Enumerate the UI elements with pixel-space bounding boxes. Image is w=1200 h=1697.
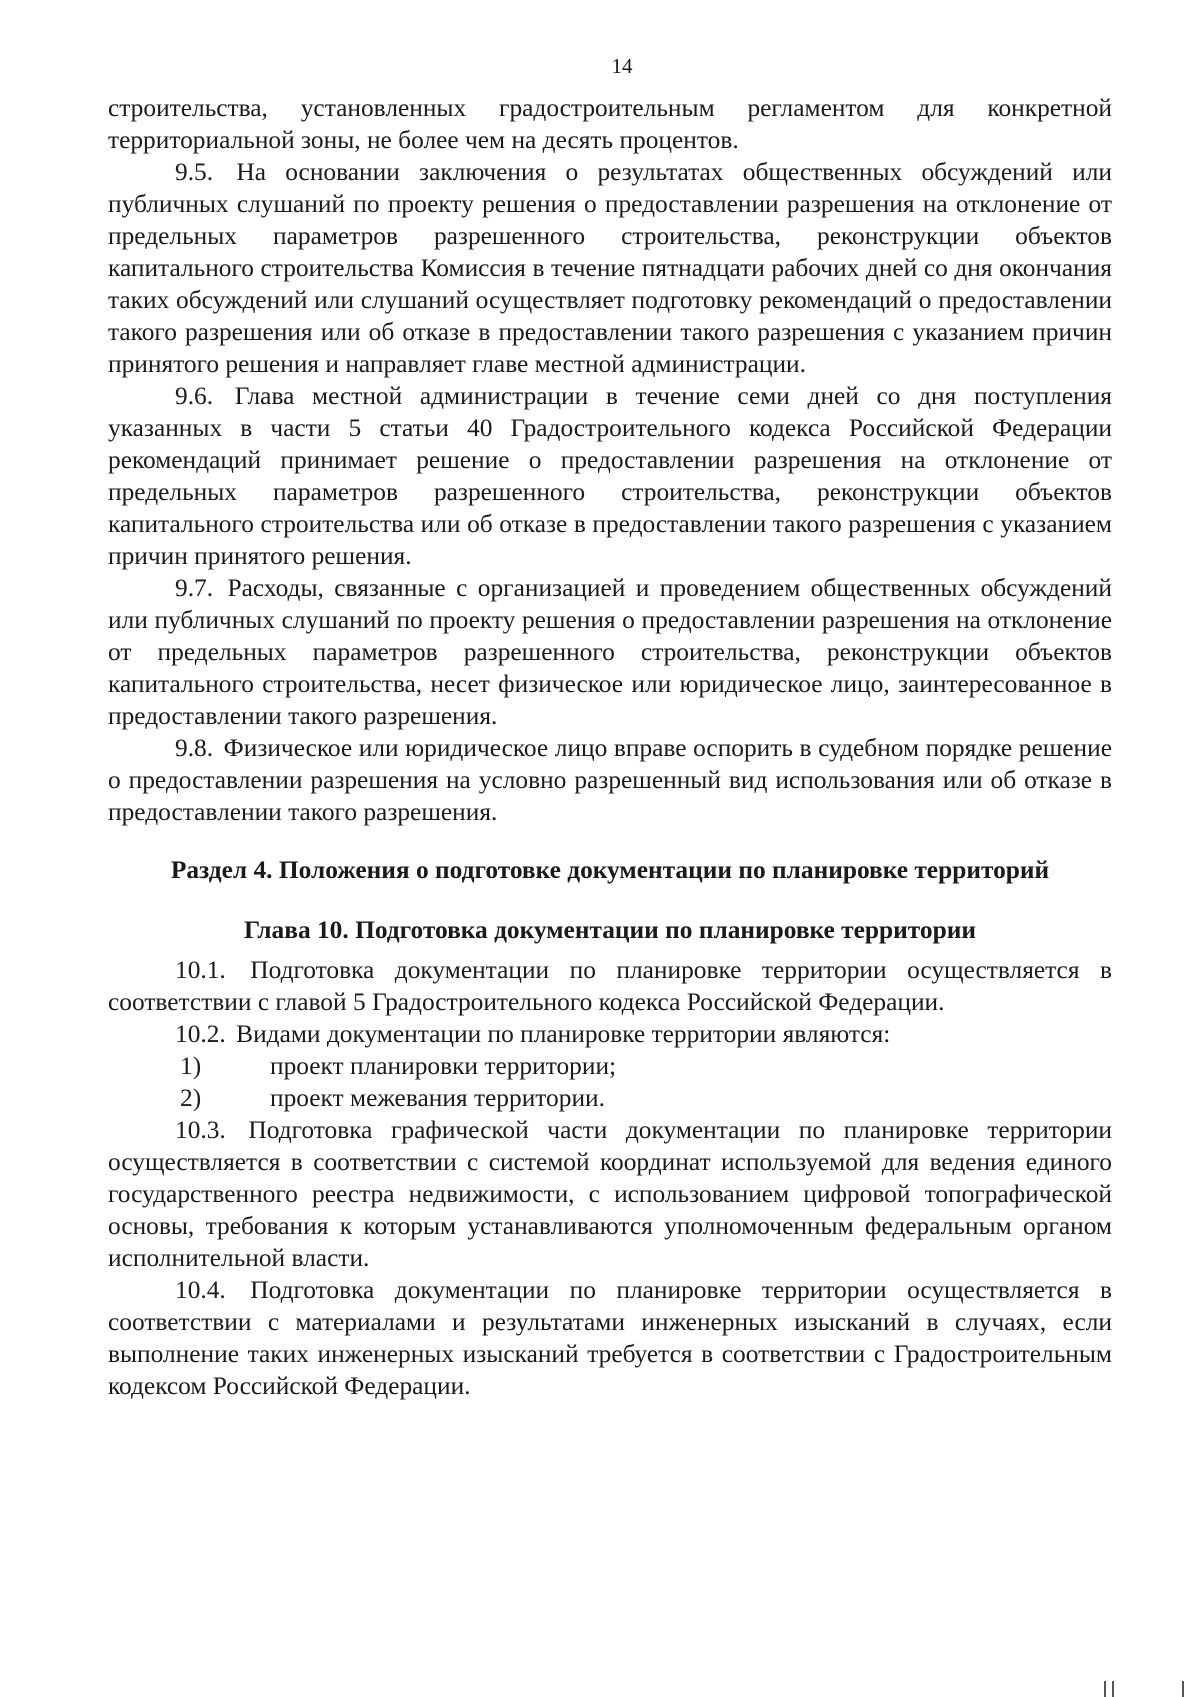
paragraph-9-8 [108,732,1112,828]
list-number: 1) [180,1052,202,1080]
paragraph-9-5 [108,156,1112,380]
page-number: 14 [611,54,633,78]
list-text: проект планировки территории; [270,1052,617,1080]
paragraph-10-3 [108,1114,1112,1274]
paragraph-number: 9.6. [175,382,214,410]
chapter-heading: Глава 10. Подготовка документации по планировке территории [244,916,976,944]
paragraph-text: Подготовка документации по планировке территории осуществляется в соответствии с материалами и результатами инженерных изысканий в случаях, если выполнение таких инженерных изысканий требуется в соответствии с Градостроительным кодексом Российской Федерации. [108,1276,1112,1400]
section-heading: Раздел 4. Положения о подготовке документации по планировке территорий [170,856,1050,884]
list-number: 2) [180,1084,202,1112]
paragraph-9-7 [108,572,1112,732]
document-body [108,92,1112,1402]
paragraph-text: Подготовка графической части документации по планировке территории осуществляется в соответствии с системой координат используемой для ведения единого государственного реестра недвижимости, с использованием цифровой топографической основы, требования к которым устанавливаются уполномоченным федеральным органом исполнительной власти. [108,1116,1112,1272]
paragraph-10-2 [108,1018,1112,1050]
paragraph-10-4 [108,1274,1112,1402]
paragraph-number: 9.8. [175,734,214,762]
paragraph-text: На основании заключения о результатах общественных обсуждений или публичных слушаний по проекту решения о предоставлении разрешения на отклонение от предельных параметров разрешенного строительства, реконструкции объектов капитального строительства Комиссия в течение пятнадцати рабочих дней со дня окончания таких обсуждений или слушаний осуществляет подготовку рекомендаций о предоставлении такого разрешения или об отказе в предоставлении такого разрешения с указанием причин принятого решения и направляет главе местной администрации. [108,158,1112,378]
paragraph-text: Видами документации по планировке территории являются: [236,1020,891,1048]
paragraph-number: 10.3. [175,1116,226,1144]
paragraph-number: 9.5. [175,158,214,186]
paragraph-10-1 [108,954,1112,1018]
paragraph-number: 10.2. [175,1020,226,1048]
paragraph-text: Расходы, связанные с организацией и проведением общественных обсуждений или публичных слушаний по проекту решения о предоставлении разрешения на отклонение от предельных параметров разрешенного строительства, реконструкции объектов капитального строительства, несет физическое или юридическое лицо, заинтересованное в предоставлении такого разрешения. [108,574,1112,730]
paragraph-continuation: строительства, установленных градостроительным регламентом для конкретной территориальной зоны, не более чем на десять процентов. [108,94,1112,154]
paragraph-text: Подготовка документации по планировке территории осуществляется в соответствии с главой 5 Градостроительного кодекса Российской Федерации. [108,956,1112,1016]
paragraph-number: 9.7. [175,574,214,602]
paragraph-text: Физическое или юридическое лицо вправе оспорить в судебном порядке решение о предоставлении разрешения на условно разрешенный вид использования или об отказе в предоставлении такого разрешения. [108,734,1112,826]
paragraph-9-6 [108,380,1112,572]
list-item [108,1082,1112,1114]
scan-margin-mark [1112,1681,1114,1697]
list-text: проект межевания территории. [270,1084,605,1112]
list-item [108,1050,1112,1082]
scan-margin-mark [1182,1681,1184,1697]
paragraph-text: Глава местной администрации в течение семи дней со дня поступления указанных в части 5 статьи 40 Градостроительного кодекса Российской Федерации рекомендаций принимает решение о предоставлении разрешения на отклонение от предельных параметров разрешенного строительства, реконструкции объектов капитального строительства или об отказе в предоставлении такого разрешения с указанием причин принятого решения. [108,382,1112,570]
paragraph-number: 10.1. [175,956,226,984]
paragraph-number: 10.4. [175,1276,226,1304]
scan-margin-mark [1104,1681,1106,1697]
